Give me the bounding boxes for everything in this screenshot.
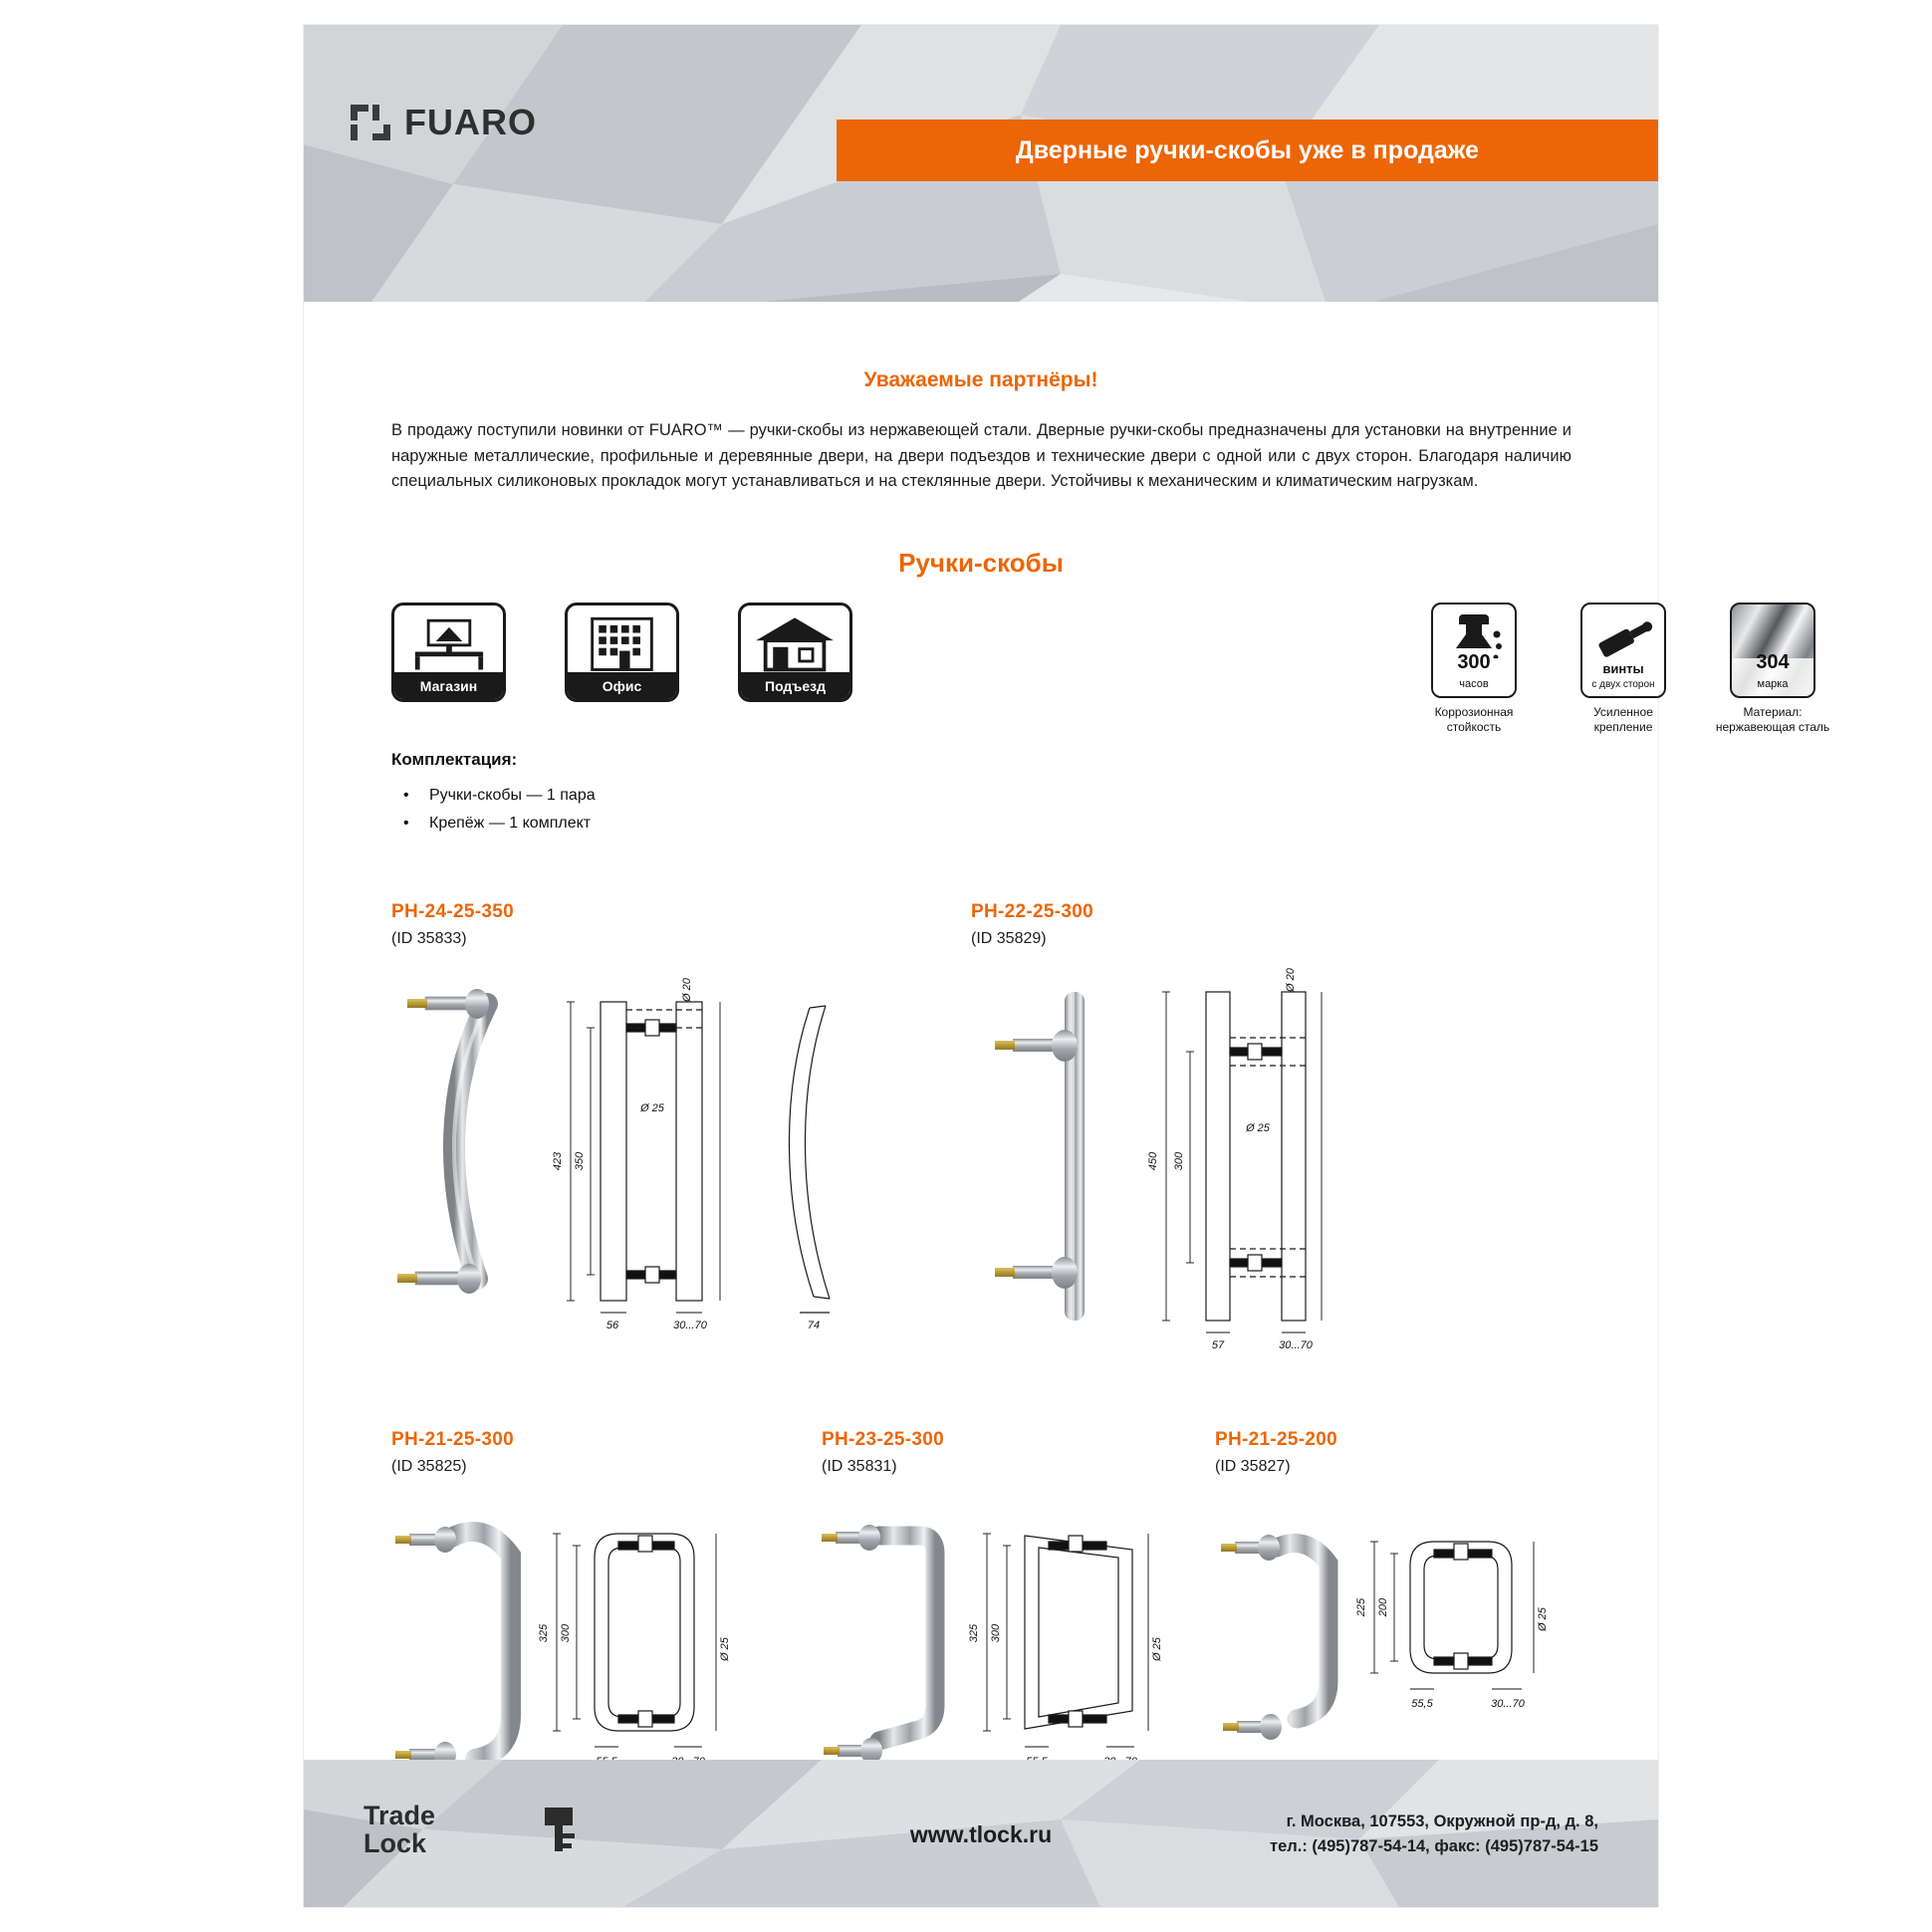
dim-overall: 325 xyxy=(968,1623,980,1643)
list-item xyxy=(403,782,596,810)
steel-unit: марка xyxy=(1757,678,1789,690)
footer-address xyxy=(1270,1810,1598,1859)
corrosion-unit: часов xyxy=(1459,678,1489,690)
product-ph-24-25-350 xyxy=(391,901,949,1380)
product-code: PH-21-25-200 xyxy=(1215,1429,1337,1450)
handle-photo xyxy=(395,1527,511,1768)
screws-unit: с двух сторон xyxy=(1591,679,1655,690)
front-view-drawing xyxy=(1410,1542,1512,1673)
intro-paragraph: В продажу поступили новинки от FUARO™ — ручки-скобы из нержавеющей стали. Дверные ручки-скобы предназначены для установки на внутренние и наружные металлические, профильные и деревянные двери, на двери подъездов и технические двери с одной или с двух сторон. Благодаря наличию специальных силиконовых прокладок могут устанавливаться и на стеклянные двери. Устойчивы к механическим и климатическим нагрузкам. xyxy=(391,421,1571,491)
dim-overall: 450 xyxy=(1147,1151,1159,1171)
list-item xyxy=(403,810,596,838)
steel-caption: Материал: нержавеющая сталь xyxy=(1715,705,1830,734)
front-view-drawing xyxy=(595,1534,694,1731)
product-code: PH-21-25-300 xyxy=(391,1429,514,1450)
dim-center: 300 xyxy=(990,1623,1002,1643)
tradelock-line1: Trade xyxy=(363,1801,436,1830)
kit-item-label: Ручки-скобы — 1 пара xyxy=(429,787,596,804)
dim-rod-diameter: Ø 20 xyxy=(1285,968,1297,992)
screws-icon xyxy=(1580,603,1666,698)
fuaro-logo-glyph xyxy=(349,101,392,144)
page-footer xyxy=(304,1760,1658,1907)
handle-photo xyxy=(397,989,489,1294)
dim-base: 57 xyxy=(1211,1339,1225,1351)
dim-overall: 325 xyxy=(538,1623,550,1643)
dim-grip-diameter: Ø 25 xyxy=(1151,1637,1163,1661)
dim-center: 300 xyxy=(560,1623,572,1643)
dim-base: 56 xyxy=(605,1320,619,1331)
feature-corrosion xyxy=(1399,603,1549,735)
product-id: (ID 35827) xyxy=(1215,1458,1291,1475)
product-ph-22-25-300 xyxy=(971,901,1569,1380)
header-banner: Дверные ручки-скобы уже в продаже xyxy=(837,120,1658,181)
product-code: PH-23-25-300 xyxy=(822,1429,944,1450)
product-id: (ID 35829) xyxy=(971,930,1047,947)
shop-icon-art xyxy=(394,609,503,675)
front-view-dimensions xyxy=(1162,992,1322,1332)
app-icon-office xyxy=(565,603,679,702)
side-view-drawing xyxy=(789,1006,830,1313)
fuaro-logo xyxy=(349,95,578,149)
entrance-icon-label: Подъезд xyxy=(741,672,849,699)
corrosion-icon xyxy=(1431,603,1517,698)
section-title: Ручки-скобы xyxy=(898,548,1064,578)
dim-door: 30...70 xyxy=(1279,1339,1313,1351)
handle-photo xyxy=(995,992,1085,1321)
dim-grip-diameter: Ø 25 xyxy=(640,1102,664,1114)
dim-door: 30...70 xyxy=(1491,1698,1525,1710)
screws-caption: Усиленное крепление xyxy=(1593,705,1653,734)
product-id: (ID 35833) xyxy=(391,930,467,947)
dim-depth: 74 xyxy=(807,1320,821,1331)
office-icon-art xyxy=(568,609,676,675)
product-drawing-ph-22-25-300 xyxy=(971,962,1569,1380)
product-code: PH-24-25-350 xyxy=(391,901,514,922)
corrosion-caption: Коррозионная стойкость xyxy=(1434,705,1514,734)
front-view-dimensions xyxy=(567,1002,720,1313)
entrance-icon xyxy=(738,603,852,702)
bullet-icon: • xyxy=(403,787,409,804)
handle-photo xyxy=(1221,1535,1328,1740)
front-view-drawing xyxy=(601,1002,702,1301)
kit-list xyxy=(403,782,596,838)
feature-steel xyxy=(1698,603,1847,735)
steel-icon xyxy=(1730,603,1815,698)
dim-grip-diameter: Ø 25 xyxy=(1537,1607,1549,1631)
dim-door: 30...70 xyxy=(673,1320,707,1331)
kit-item-label: Крепёж — 1 комплект xyxy=(429,815,592,832)
tradelock-line2: Lock xyxy=(363,1828,427,1859)
dim-base: 55,5 xyxy=(1411,1698,1433,1710)
office-icon-label: Офис xyxy=(568,672,676,699)
dim-rod-diameter: Ø 20 xyxy=(681,978,693,1002)
dim-overall: 225 xyxy=(1355,1597,1367,1617)
product-id: (ID 35831) xyxy=(822,1458,897,1475)
entrance-icon-art xyxy=(741,609,849,675)
document-sheet xyxy=(304,25,1830,1907)
shop-icon-label: Магазин xyxy=(394,672,503,699)
fuaro-logo-text: FUARO xyxy=(404,101,537,142)
dim-center: 300 xyxy=(1173,1151,1185,1171)
feature-screws xyxy=(1549,603,1698,735)
dim-grip-diameter: Ø 25 xyxy=(1246,1122,1270,1134)
app-icon-shop xyxy=(391,603,506,702)
icon-row xyxy=(304,603,1830,734)
fuaro-logo-mark xyxy=(349,101,392,144)
product-id: (ID 35825) xyxy=(391,1458,467,1475)
footer-address-line1: г. Москва, 107553, Окружной пр-д, д. 8, xyxy=(1286,1812,1598,1830)
screws-value: винты xyxy=(1602,661,1644,676)
product-code: PH-22-25-300 xyxy=(971,901,1093,922)
dim-grip-diameter: Ø 25 xyxy=(719,1637,731,1661)
footer-website[interactable]: www.tlock.ru xyxy=(909,1821,1053,1847)
product-drawing-ph-24-25-350 xyxy=(391,962,1009,1380)
dim-center: 200 xyxy=(1377,1597,1389,1617)
greeting-title: Уважаемые партнёры! xyxy=(863,368,1098,391)
kit-title: Комплектация: xyxy=(391,750,518,769)
front-view-dimensions xyxy=(1370,1542,1534,1689)
handle-photo xyxy=(822,1525,935,1764)
dim-center: 350 xyxy=(574,1151,586,1171)
front-view-drawing xyxy=(1206,992,1306,1321)
footer-address-line2: тел.: (495)787-54-14, факс: (495)787-54-15 xyxy=(1270,1836,1598,1855)
office-icon xyxy=(565,603,679,702)
front-view-drawing xyxy=(1025,1536,1132,1729)
steel-value: 304 xyxy=(1756,651,1790,673)
dim-overall: 423 xyxy=(552,1151,564,1171)
corrosion-value: 300 xyxy=(1457,651,1491,673)
shop-icon xyxy=(391,603,506,702)
bullet-icon: • xyxy=(403,815,409,832)
app-icon-entrance xyxy=(738,603,852,702)
page-header xyxy=(304,25,1658,314)
